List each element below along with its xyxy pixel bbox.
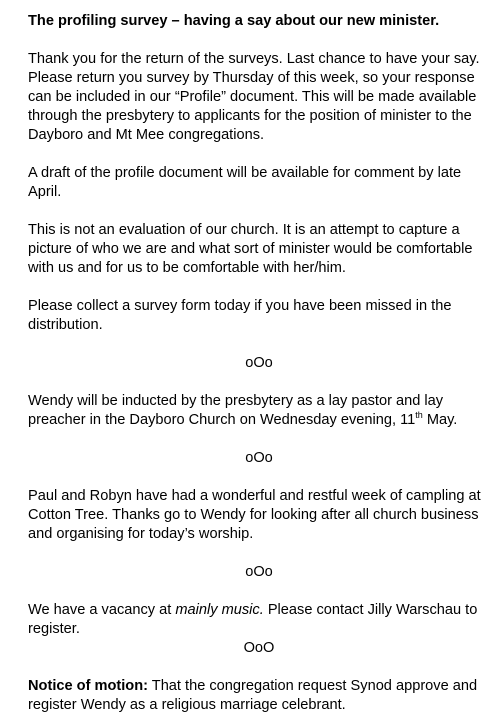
evaluation-paragraph: This is not an evaluation of our church. It is an attempt to capture a picture of who we are and what sort of minister would be comfortable with us and for us to be comfortable with her/him. (28, 222, 473, 276)
survey-return-paragraph: Thank you for the return of the surveys. Last chance to have your say. Please return you survey by Thursday of this week, so your response can be included in our “Profile” document. This will be made available through the presbytery to applicants for the position of minister to the Dayboro and Mt Mee congregations. (28, 51, 480, 143)
spacer (28, 544, 490, 563)
notice-label: Notice of motion: (28, 678, 148, 694)
notice-of-motion-paragraph (28, 677, 490, 715)
spacer (28, 202, 490, 221)
spacer (28, 145, 490, 164)
separator: OoO (243, 640, 275, 656)
vacancy-text: We have a vacancy at (28, 602, 176, 618)
holiday-paragraph: Paul and Robyn have had a wonderful and restful week of campling at Cotton Tree. Thanks go to Wendy for looking after all church business and organising for today’s worship. (28, 488, 481, 542)
separator: oOo (245, 564, 273, 580)
spacer (28, 468, 490, 487)
induction-paragraph (28, 392, 490, 430)
spacer (28, 430, 490, 449)
spacer (28, 582, 490, 601)
ordinal-suffix: th (415, 410, 423, 421)
collect-survey-paragraph: Please collect a survey form today if you have been missed in the distribution. (28, 298, 452, 333)
induction-text: Wendy will be inducted by the presbytery as a lay pastor and lay preacher in the Dayboro Church on Wednesday evening, 11 (28, 393, 444, 428)
draft-profile-paragraph: A draft of the profile document will be available for comment by late April. (28, 165, 462, 200)
vacancy-paragraph (28, 601, 490, 639)
spacer (28, 278, 490, 297)
separator: oOo (245, 450, 273, 466)
spacer (28, 31, 490, 50)
notice-text: That the congregation request Synod approve and register Wendy as a religious marriage celebrant. (28, 678, 478, 713)
spacer (28, 658, 490, 677)
spacer (28, 373, 490, 392)
page-title: The profiling survey – having a say about our new minister. (28, 13, 440, 29)
induction-text-end: May. (422, 412, 458, 428)
program-name: mainly music. (175, 602, 264, 618)
spacer (28, 335, 490, 354)
vacancy-text-end: Please contact Jilly Warschau to register. (28, 602, 478, 637)
separator: oOo (245, 355, 273, 371)
